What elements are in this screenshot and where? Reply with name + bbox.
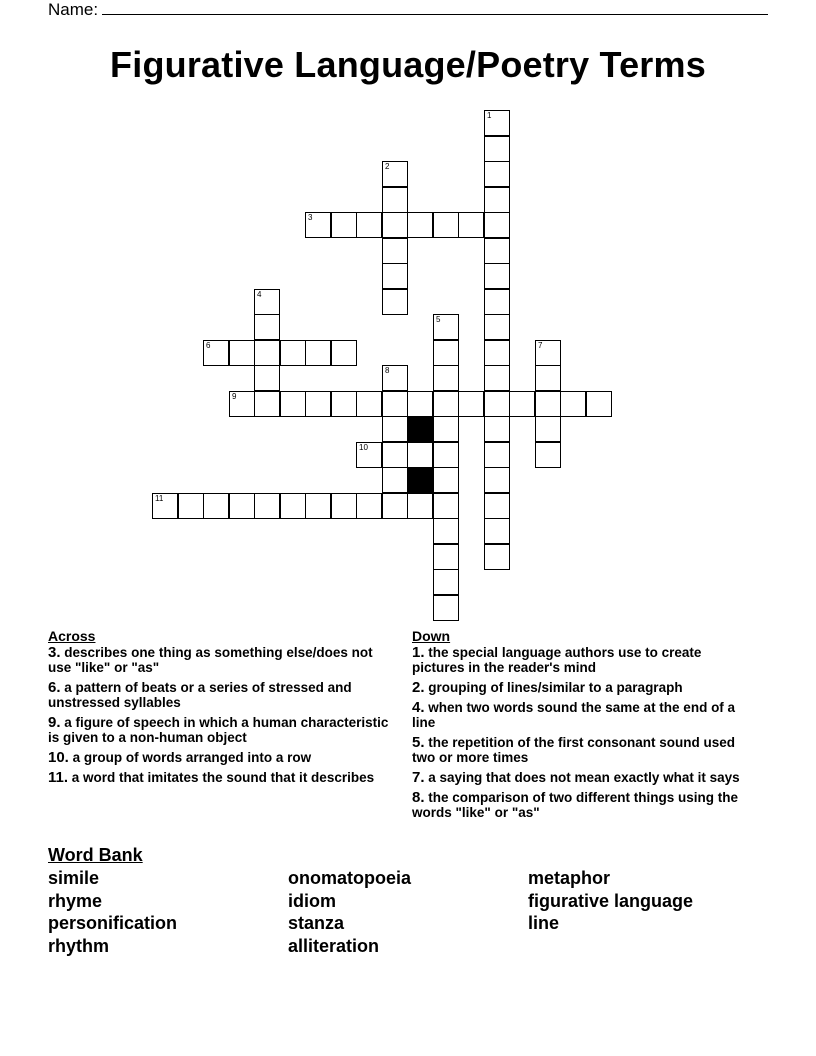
word-bank-column xyxy=(528,867,693,935)
word-bank-word: line xyxy=(528,913,560,933)
across-heading: Across xyxy=(48,628,96,644)
across-clue xyxy=(48,715,398,745)
crossword-cell[interactable] xyxy=(356,212,382,238)
crossword-cell[interactable] xyxy=(458,212,484,238)
clue-text: the comparison of two different things using the words "like" or "as" xyxy=(412,790,739,820)
clue-number: 1. xyxy=(412,644,425,661)
word-bank-word: onomatopoeia xyxy=(288,868,412,888)
clue-number: 6. xyxy=(48,679,61,696)
crossword-cell[interactable] xyxy=(356,493,382,519)
clue-text: the special language authors use to create pictures in the reader's mind xyxy=(412,645,702,675)
crossword-cell[interactable] xyxy=(331,493,357,519)
crossword-cell[interactable] xyxy=(407,212,433,238)
crossword-cell[interactable] xyxy=(458,391,484,417)
crossword-cell[interactable] xyxy=(484,110,510,136)
crossword-cell[interactable] xyxy=(560,391,586,417)
across-clue xyxy=(48,750,398,765)
crossword-cell[interactable] xyxy=(407,442,433,468)
crossword-cell[interactable] xyxy=(280,340,306,366)
crossword-cell[interactable] xyxy=(535,416,561,442)
word-bank-word: figurative language xyxy=(528,890,694,911)
crossword-cell[interactable] xyxy=(382,391,408,417)
crossword-cell[interactable] xyxy=(382,289,408,315)
crossword-cell[interactable] xyxy=(484,187,510,213)
word-bank-column xyxy=(48,867,177,957)
across-clue xyxy=(48,645,398,675)
crossword-cell[interactable] xyxy=(433,467,459,493)
crossword-cell[interactable] xyxy=(331,340,357,366)
cell-number: 4 xyxy=(257,290,262,299)
cell-number: 8 xyxy=(385,366,390,375)
cell-number: 3 xyxy=(308,213,313,222)
crossword-cell[interactable] xyxy=(484,518,510,544)
down-clue xyxy=(412,680,757,695)
crossword-cell[interactable] xyxy=(382,416,408,442)
crossword-cell[interactable] xyxy=(433,391,459,417)
crossword-cell[interactable] xyxy=(382,212,408,238)
name-label: Name: xyxy=(48,0,99,19)
crossword-cell[interactable] xyxy=(433,493,459,519)
across-clue xyxy=(48,770,398,785)
crossword-cell[interactable] xyxy=(484,544,510,570)
cell-number: 5 xyxy=(436,315,441,324)
down-clue xyxy=(412,735,757,765)
word-bank-word: personification xyxy=(48,913,178,933)
crossword-cell[interactable] xyxy=(484,365,510,391)
word-bank-word: alliteration xyxy=(288,935,380,956)
page-title: Figurative Language/Poetry Terms xyxy=(110,44,706,85)
crossword-cell[interactable] xyxy=(433,544,459,570)
cell-number: 10 xyxy=(359,443,368,452)
crossword-cell[interactable] xyxy=(433,365,459,391)
cell-number: 1 xyxy=(487,111,492,120)
crossword-cell[interactable] xyxy=(535,365,561,391)
crossword-cell[interactable] xyxy=(229,493,255,519)
crossword-cell[interactable] xyxy=(331,212,357,238)
crossword-cell[interactable] xyxy=(305,340,331,366)
crossword-cell[interactable] xyxy=(407,493,433,519)
word-bank-column xyxy=(288,867,411,957)
crossword-cell[interactable] xyxy=(509,391,535,417)
crossword-cell[interactable] xyxy=(382,187,408,213)
crossword-cell[interactable] xyxy=(433,416,459,442)
clue-number: 11. xyxy=(48,769,69,786)
crossword-cell[interactable] xyxy=(484,263,510,289)
clue-text: a word that imitates the sound that it describes xyxy=(71,770,375,785)
crossword-cell[interactable] xyxy=(535,391,561,417)
crossword-cell[interactable] xyxy=(433,212,459,238)
crossword-cell[interactable] xyxy=(484,416,510,442)
crossword-cell[interactable] xyxy=(305,212,331,238)
down-clue xyxy=(412,790,757,820)
crossword-cell[interactable] xyxy=(382,238,408,264)
crossword-cell[interactable] xyxy=(178,493,204,519)
crossword-cell[interactable] xyxy=(407,391,433,417)
crossword-cell[interactable] xyxy=(331,391,357,417)
clue-text: when two words sound the same at the end of a line xyxy=(412,700,736,730)
down-clue xyxy=(412,700,757,730)
clue-number: 7. xyxy=(412,769,425,786)
crossword-cell[interactable] xyxy=(254,365,280,391)
word-bank-word: rhyme xyxy=(48,890,103,911)
crossword-cell[interactable] xyxy=(382,365,408,391)
word-bank-word: idiom xyxy=(288,890,336,911)
crossword-cell[interactable] xyxy=(229,391,255,417)
crossword-cell[interactable] xyxy=(433,569,459,595)
crossword-cell[interactable] xyxy=(484,212,510,238)
clue-number: 3. xyxy=(48,644,61,661)
crossword-cell[interactable] xyxy=(484,289,510,315)
crossword-cell[interactable] xyxy=(203,493,229,519)
crossword-cell[interactable] xyxy=(254,289,280,315)
crossword-cell[interactable] xyxy=(433,340,459,366)
across-clues xyxy=(48,628,398,790)
crossword-cell[interactable] xyxy=(152,493,178,519)
crossword-cell[interactable] xyxy=(382,493,408,519)
clue-text: grouping of lines/similar to a paragraph xyxy=(428,680,683,695)
crossword-cell[interactable] xyxy=(484,161,510,187)
clue-number: 10. xyxy=(48,749,69,766)
crossword-cell[interactable] xyxy=(382,467,408,493)
crossword-cell[interactable] xyxy=(254,314,280,340)
word-bank-word: metaphor xyxy=(528,868,611,888)
cell-number: 7 xyxy=(538,341,543,350)
clue-text: a saying that does not mean exactly what it says xyxy=(428,770,740,785)
crossword-cell[interactable] xyxy=(254,493,280,519)
crossword-cell[interactable] xyxy=(433,314,459,340)
crossword-cell[interactable] xyxy=(586,391,612,417)
crossword-cell[interactable] xyxy=(484,314,510,340)
crossword-cell[interactable] xyxy=(484,136,510,162)
crossword-cell[interactable] xyxy=(280,493,306,519)
word-bank-word: rhythm xyxy=(48,935,110,956)
crossword-block xyxy=(407,467,433,493)
crossword-cell[interactable] xyxy=(280,391,306,417)
clue-text: describes one thing as something else/does not use "like" or "as" xyxy=(48,645,373,675)
clue-text: a pattern of beats or a series of stressed and unstressed syllables xyxy=(48,680,352,710)
crossword-cell[interactable] xyxy=(254,340,280,366)
crossword-cell[interactable] xyxy=(382,442,408,468)
crossword-cell[interactable] xyxy=(382,161,408,187)
clue-text: a group of words arranged into a row xyxy=(72,750,312,765)
word-bank-heading: Word Bank xyxy=(48,845,143,865)
crossword-cell[interactable] xyxy=(305,391,331,417)
clue-text: the repetition of the first consonant sound used two or more times xyxy=(412,735,736,765)
clue-number: 9. xyxy=(48,714,61,731)
across-clue xyxy=(48,680,398,710)
word-bank-word: stanza xyxy=(288,913,345,933)
crossword-cell[interactable] xyxy=(254,391,280,417)
crossword-cell[interactable] xyxy=(535,442,561,468)
word-bank-word: simile xyxy=(48,868,100,888)
clue-number: 5. xyxy=(412,734,425,751)
crossword-cell[interactable] xyxy=(484,340,510,366)
crossword-cell[interactable] xyxy=(433,595,459,621)
cell-number: 2 xyxy=(385,162,390,171)
clue-text: a figure of speech in which a human characteristic is given to a non-human object xyxy=(48,715,389,745)
crossword-cell[interactable] xyxy=(484,442,510,468)
crossword-cell[interactable] xyxy=(484,238,510,264)
down-clue xyxy=(412,645,757,675)
clue-number: 2. xyxy=(412,679,425,696)
crossword-cell[interactable] xyxy=(305,493,331,519)
cell-number: 11 xyxy=(155,494,164,503)
clue-number: 4. xyxy=(412,699,425,716)
crossword-cell[interactable] xyxy=(203,340,229,366)
crossword-cell[interactable] xyxy=(433,442,459,468)
crossword-cell[interactable] xyxy=(484,493,510,519)
crossword-cell[interactable] xyxy=(484,467,510,493)
down-clues xyxy=(412,628,757,825)
crossword-cell[interactable] xyxy=(229,340,255,366)
cell-number: 9 xyxy=(232,392,237,401)
crossword-cell[interactable] xyxy=(535,340,561,366)
down-heading: Down xyxy=(412,628,451,644)
cell-number: 6 xyxy=(206,341,211,350)
crossword-cell[interactable] xyxy=(356,442,382,468)
crossword-cell[interactable] xyxy=(356,391,382,417)
clue-number: 8. xyxy=(412,789,425,806)
crossword-cell[interactable] xyxy=(484,391,510,417)
crossword-cell[interactable] xyxy=(433,518,459,544)
crossword-cell[interactable] xyxy=(382,263,408,289)
down-clue xyxy=(412,770,757,785)
crossword-block xyxy=(407,416,433,442)
